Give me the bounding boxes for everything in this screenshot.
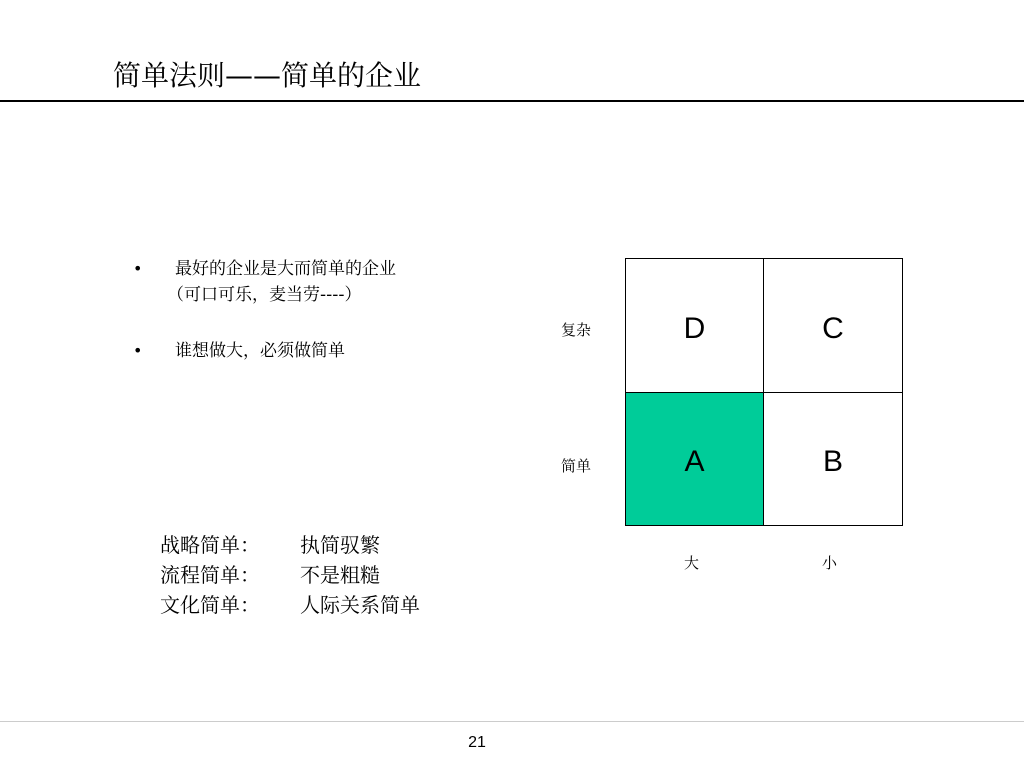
- title-divider: [0, 100, 1024, 102]
- matrix-cell-c: C: [764, 259, 902, 393]
- matrix-cell-a: A: [626, 393, 764, 525]
- principle-value: 执简驭繁: [300, 533, 380, 557]
- y-axis-label-complex: 复杂: [561, 321, 592, 339]
- principle-value: 人际关系简单: [300, 593, 420, 617]
- principle-row: [160, 560, 420, 590]
- page-number: 21: [468, 734, 486, 751]
- principle-label: 流程简单：: [160, 563, 260, 587]
- principle-value: 不是粗糙: [300, 563, 380, 587]
- y-axis-label-simple: 简单: [561, 457, 592, 475]
- x-axis-label-big: 大: [684, 554, 700, 572]
- bullet-text: （可口可乐，麦当劳----）: [167, 285, 362, 305]
- footer-divider: [0, 721, 1024, 722]
- bullet-text: 谁想做大，必须做简单: [175, 341, 345, 361]
- matrix-cell-b: B: [822, 445, 843, 478]
- principle-row: [160, 590, 420, 620]
- principle-label: 战略简单：: [160, 533, 260, 557]
- bullet-item: [133, 338, 493, 364]
- bullet-dot-icon: •: [133, 259, 143, 278]
- quadrant-matrix: [625, 258, 903, 526]
- bullet-dot-icon: •: [133, 341, 143, 360]
- principle-label: 文化简单：: [160, 593, 260, 617]
- bullet-text: 最好的企业是大而简单的企业: [175, 259, 396, 279]
- principle-row: [160, 530, 420, 560]
- bullet-item: [133, 256, 493, 308]
- x-axis-label-small: 小: [822, 554, 838, 572]
- slide-title: 简单法则——简单的企业: [113, 59, 422, 92]
- principles-list: [160, 530, 420, 620]
- bullet-list: [133, 256, 493, 394]
- matrix-cell-d: D: [626, 259, 764, 393]
